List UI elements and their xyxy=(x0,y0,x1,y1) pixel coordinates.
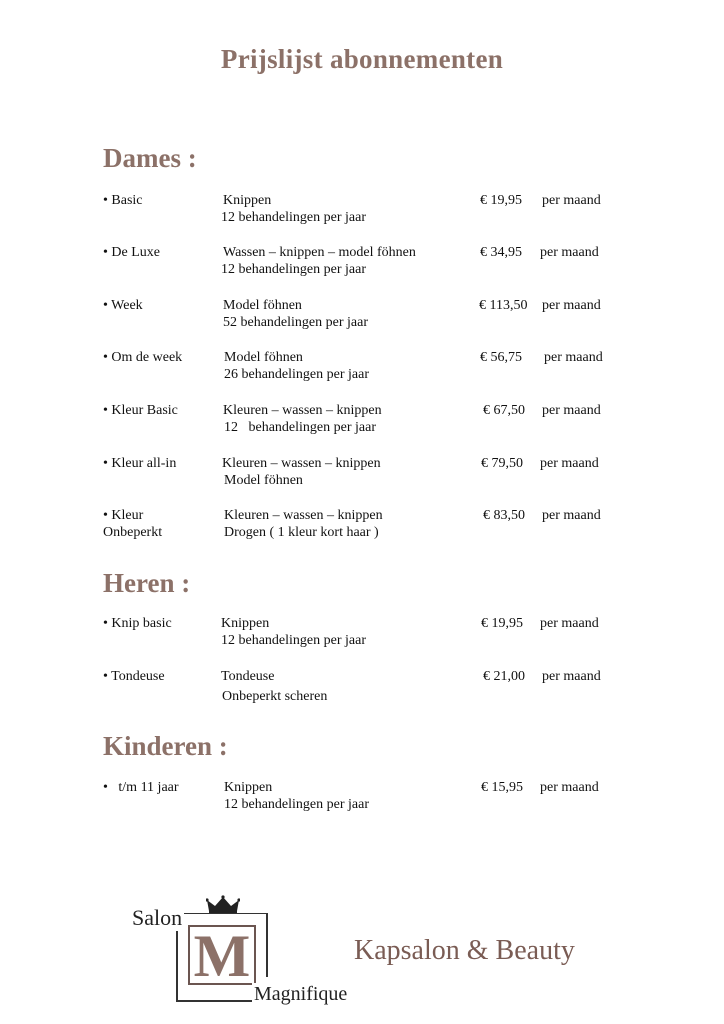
item-price: € 79,50 xyxy=(481,456,523,471)
item-detail: Drogen ( 1 kleur kort haar ) xyxy=(224,525,379,540)
item-detail: 12 behandelingen per jaar xyxy=(221,633,366,648)
item-description: Knippen xyxy=(221,616,270,631)
item-price: € 19,95 xyxy=(480,193,522,208)
item-description: Knippen xyxy=(224,780,273,795)
section-heading-heren: Heren : xyxy=(103,568,191,598)
logo-frame-right xyxy=(266,913,268,977)
item-detail: 52 behandelingen per jaar xyxy=(223,315,368,330)
item-description: Wassen – knippen – model föhnen xyxy=(223,245,416,260)
item-name: • De Luxe xyxy=(103,245,160,260)
item-detail: Model föhnen xyxy=(224,473,303,488)
item-name: • t/m 11 jaar xyxy=(103,780,179,795)
list-item xyxy=(0,349,724,389)
logo-frame-bottom xyxy=(176,1000,252,1002)
item-detail: 12 behandelingen per jaar xyxy=(221,262,366,277)
item-description: Tondeuse xyxy=(221,669,275,684)
item-period: per maand xyxy=(542,669,601,684)
page-title: Prijslijst abonnementen xyxy=(220,44,504,74)
logo-magnifique-text: Magnifique xyxy=(254,983,348,1005)
item-period: per maand xyxy=(542,403,601,418)
item-name: • Tondeuse xyxy=(103,669,165,684)
item-description: Model föhnen xyxy=(223,298,302,313)
item-period: per maand xyxy=(540,616,599,631)
item-price: € 15,95 xyxy=(481,780,523,795)
item-description: Knippen xyxy=(223,193,272,208)
item-detail: Onbeperkt scheren xyxy=(222,689,328,704)
item-name: • Kleur Basic xyxy=(103,403,178,418)
item-price: € 21,00 xyxy=(483,669,525,684)
item-detail: 12 behandelingen per jaar xyxy=(221,210,366,225)
item-name: • Week xyxy=(103,298,143,313)
item-price: € 67,50 xyxy=(483,403,525,418)
crown-icon xyxy=(206,895,240,915)
item-price: € 56,75 xyxy=(480,350,522,365)
item-period: per maand xyxy=(544,350,603,365)
item-description: Kleuren – wassen – knippen xyxy=(223,403,382,418)
list-item xyxy=(0,402,724,442)
item-name: • Knip basic xyxy=(103,616,172,631)
list-item xyxy=(0,297,724,337)
logo-salon-text: Salon xyxy=(132,905,183,930)
item-period: per maand xyxy=(542,508,601,523)
item-name-continued: Onbeperkt xyxy=(103,525,163,540)
list-item xyxy=(0,455,724,495)
item-name: • Basic xyxy=(103,193,143,208)
item-description: Kleuren – wassen – knippen xyxy=(222,456,381,471)
item-period: per maand xyxy=(540,245,599,260)
list-item xyxy=(0,779,724,819)
item-detail: 12 behandelingen per jaar xyxy=(224,797,369,812)
item-period: per maand xyxy=(542,298,601,313)
item-price: € 83,50 xyxy=(483,508,525,523)
item-detail: 12 behandelingen per jaar xyxy=(224,420,376,435)
item-period: per maand xyxy=(540,780,599,795)
list-item xyxy=(0,615,724,655)
item-price: € 19,95 xyxy=(481,616,523,631)
item-name: • Kleur all-in xyxy=(103,456,177,471)
item-period: per maand xyxy=(540,456,599,471)
list-item xyxy=(0,507,724,547)
list-item xyxy=(0,192,724,232)
list-item xyxy=(0,244,724,284)
item-description: Model föhnen xyxy=(224,350,303,365)
section-heading-dames: Dames : xyxy=(103,143,197,173)
section-heading-kinderen: Kinderen : xyxy=(103,731,228,761)
tagline: Kapsalon & Beauty xyxy=(354,935,575,966)
item-price: € 34,95 xyxy=(480,245,522,260)
salon-logo xyxy=(128,895,388,1015)
item-name: • Kleur xyxy=(103,508,144,523)
list-item xyxy=(0,668,724,708)
item-period: per maand xyxy=(542,193,601,208)
item-detail: 26 behandelingen per jaar xyxy=(224,367,369,382)
item-name: • Om de week xyxy=(103,350,183,365)
logo-monogram: M xyxy=(188,925,256,985)
item-description: Kleuren – wassen – knippen xyxy=(224,508,383,523)
item-price: € 113,50 xyxy=(479,298,528,313)
